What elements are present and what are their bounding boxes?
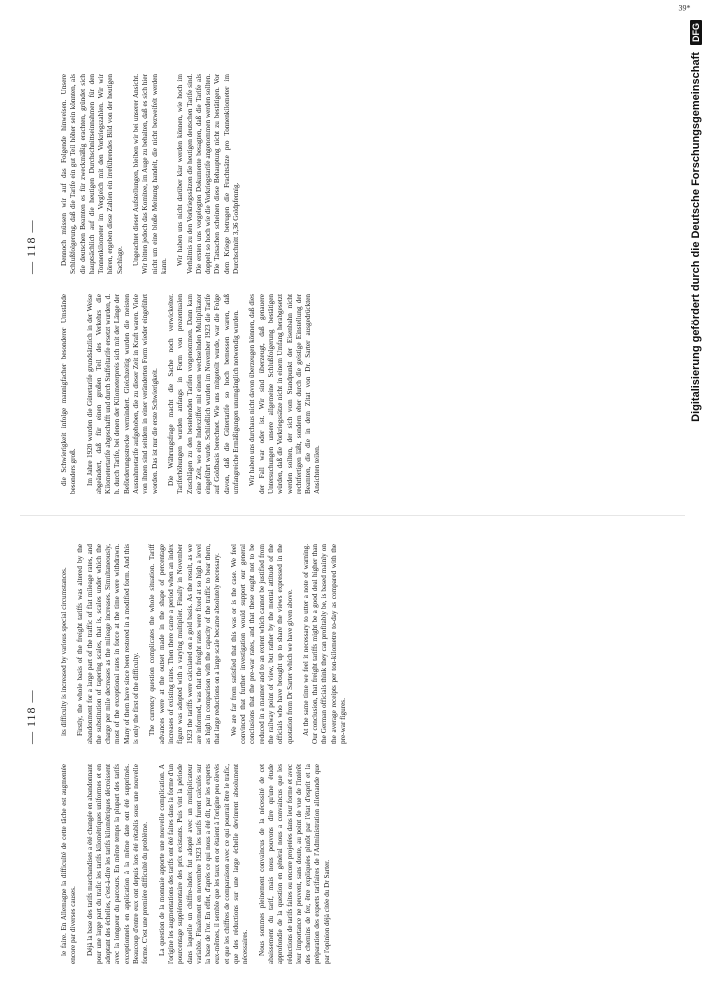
paragraph: La question de la monnaie apporte une nouvelle complication. A l'origine les augmentations des tarifs ont été faites dans la forme d'un pourcentage supplémentaire des prix existants. Puis vint la période dans laquelle un chiffre-index fut adopté avec un multiplicateur variable. Finalement en novembre 1923 les tarifs furent calculés sur la base de l'or. En effet, d'après ce qui nous a été dit, par les experts eux-mêmes, il semble que les taux en or étaient à l'origine peu élevés et que les chiffres de comparaison avec ce qui pourrait être le trafic, que des réductions sur une large échelle devinrent absolument nécessaires.: [157, 764, 250, 964]
paragraph: Firstly, the whole basis of the freight tariffs was altered by the abandonment for a large part of the traffic of flat mileage rates, and the substitution of tapering scales, that is, scales under which the charge per mile decreases as the mileage increases. Simultaneously, most of the exceptional rates in force at the time were withdrawn. Many of them have since been restored in a modified form. And this is only the first of the difficulty.: [76, 544, 141, 744]
paragraph: Ungeachtet dieser Aufstellungen, bleiben wir bei unserer Ansicht. Wir bitten jedoch das Komitee, im Auge zu behalten, daß es sich hier nicht um eine bloße Meinung handelt, die nicht bezweifelt werden kann.: [132, 74, 168, 274]
signature-mark: 39*: [678, 3, 691, 13]
paragraph: Nous sommes pleinement convaincus de la nécessité de cet abaissement du tarif, mais nous pouvons dire qu'une étude approfondie de la question en général nous a convaincus que les réductions de tarifs faites ou encore projetées dans leur forme et avec leur importance ne peuvent, sans doute, au point de vue de l'intérêt des chemins de fer, être expliquées plutôt par l'état d'esprit et la préparation des experts tarifaires de l'Administration allemande que par l'opinion déjà citée du Dr Sarter.: [257, 764, 331, 964]
paragraph: Die Währungsfrage macht die Sache noch verwickelter. Tariferhöhungen wurden anfangs in Form von prozentualen Zuschlägen zu den bestehenden Tarifen vorgenommen. Dann kam eine Zeit, wo eine Indexziffer mit einem wechselnden Multiplikator eingeführt wurde. Schließlich wurden im November 1923 die Tarife auf Goldbasis berechnet. Wie uns mitgeteilt wurde, war die Folge davon, daß die Gütertarife so hoch bemessen waren, daß umfangreiche Ermäßigungen unumgänglich notwendig wurden.: [166, 294, 241, 494]
dfg-logo: DFG: [690, 20, 702, 45]
right-page-number: — 118 —: [24, 219, 38, 274]
paragraph: We are far from satisfied that this was or is the case. We feel convinced that further investigation would support our general conclusions that the pre-war rates, and that these ought not to be reduced in a manner and to an extent which cannot be justified from the railway point of view, but rather by the mental attitude of the officials who have brought up to share the views expressed in the quotation from Dr Sarter which we have given above.: [229, 544, 294, 744]
paragraph: Wir haben uns nicht darüber klar werden können, wie hoch im Verhältnis zu den Vorkriegssätzen die heutigen deutschen Tarife sind. Die ersten uns vorgelegten Dokumente besagten, daß die Tarife als doppelt so hoch wie die Vorkriegstarife angenommen werden sollten. Die Tatsachen scheinen diese Behauptung nicht zu bestätigen. Vor dem Kriege betrugen die Frachtsätze pro Tonnenkilometer im Durchschnitt 3,36 Goldpfennig.: [176, 74, 241, 274]
left-page-number: — 118 —: [24, 689, 38, 744]
paragraph: Im Jahre 1920 wurden die Gütertarife grundsätzlich in der Weise abgeändert, daß für einen großen Teil des Verkehrs die Kilometertarife abgeschafft und durch Staffeltarife ersetzt wurden, d. h. durch Tarife, bei denen der Kilometerpreis sich mit der Länge der Beförderungsstrecke vermindert. Gleichzeitig wurden die meisten Ausnahmetarife aufgehoben, die zu dieser Zeit in Kraft waren. Viele von ihnen sind seitdem in einer veränderten Form wieder eingeführt worden. Das ist nur die erste Schwierigkeit.: [85, 294, 159, 494]
paragraph: At the same time we feel it necessary to utter a note of warning. Our conclusion, that freight tariffs might be a good deal higher than the German officials think they can profitably be, is based mainly on the average receipts per ton-kilometre to-day as compared with the pre-war figures.: [301, 544, 348, 744]
paragraph: Wir haben uns durchaus nicht davon überzeugen können, daß dies der Fall war oder ist. Wir sind überzeugt, daß genauere Untersuchungen unsere allgemeine Schlußfolgerung bestätigen würden, daß die Vorkriegssätze nicht in einem Umfang herabgesetzt werden sollten, der sich vom Standpunkt der Eisenbahn nicht rechtfertigen läßt, sondern eher durch die geistige Einstellung der Beamten, die die in dem Zitat von Dr. Sarter ausgedrückten Ansichten teilen.: [248, 294, 322, 494]
german-text-column-2: [60, 74, 248, 274]
footer-text: Digitalisierung gefördert durch die Deutsche Forschungsgemeinschaft: [690, 52, 702, 422]
document-spread: [20, 3, 691, 974]
french-text-column: [60, 764, 339, 964]
paragraph: Déjà la base des tarifs marchandises a été changée en abandonnant pour une large part du trafic les tarifs kilométriques uniformes et en adoptant des échelles, c'est-à-dire les tarifs kilométriques décroissent avec la longueur du parcours. En même temps la plupart des tarifs exceptionnels en application à la même date ont été supprimés. Beaucoup d'entre eux ont depuis lors été rétablis sous une nouvelle forme. C'est une première difficulté du problème.: [85, 764, 150, 964]
paragraph: die Schwierigkeit infolge mannigfacher besonderer Umstände besonders groß.: [60, 294, 78, 494]
digitization-footer: [690, 20, 702, 440]
german-text-column-1: [60, 294, 330, 494]
paragraph: The currency question complicates the whole situation. Tariff advances were at the outset made in the shape of percentage increases of existing rates. Then there came a period when an index figure was adopted with a varying multiplier. Finally in November 1923 the tariffs were calculated on a gold basis. As the result, as we are informed, was that the freight rates were fixed at so high a level as high in comparison with the capacity of the traffic to bear them, that large reductions on a large scale became absolutely necessary.: [148, 544, 222, 744]
paragraph: Dennoch müssen wir auf das Folgende hinweisen. Unsere Schlußfolgerung, daß die Tarife ein gut Teil höher sein könnten, als die deutschen Beamten es für zweckmäßig erachten, gründet sich hauptsächlich auf die heutigen Durchschnittseinnahmen für den Tonnenkilometer im Vergleich mit den Vorkriegszahlen. Wir wir hören, ergeben diese Zahlen ein irreführendes Bild von der heutigen Sachlage.: [60, 74, 124, 274]
english-text-column: [60, 544, 355, 744]
paragraph: its difficulty is increased by various special circumstances.: [60, 567, 68, 736]
paragraph: le faire. En Allemagne la difficulté de cette tâche est augmentée encore par diverses causes.: [60, 764, 78, 964]
page-gutter: [20, 515, 685, 516]
